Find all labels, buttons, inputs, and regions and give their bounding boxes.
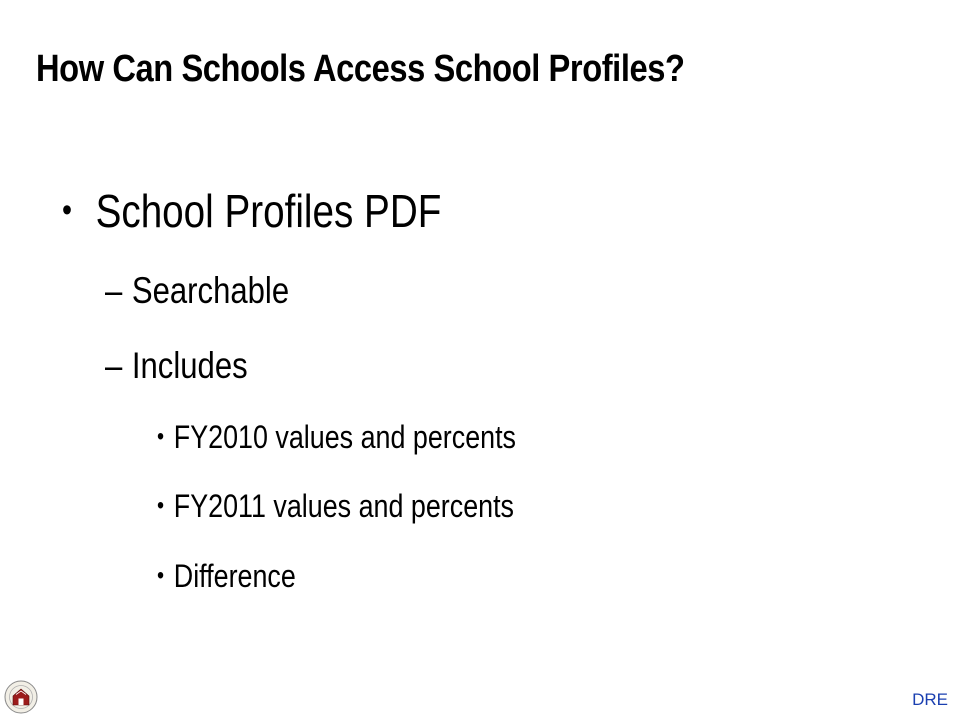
bullet-level3 (157, 419, 516, 456)
bullet-marker: • (157, 562, 165, 589)
bullet-level1 (62, 184, 441, 238)
bullet-text: School Profiles PDF (95, 185, 442, 237)
bullet-level2 (105, 270, 289, 312)
dash-marker: – (105, 270, 123, 311)
bullet-level3 (157, 558, 296, 595)
bullet-text: FY2011 values and percents (173, 488, 515, 524)
bullet-marker: • (157, 423, 165, 450)
footer-dre-label: DRE (912, 690, 948, 709)
bullet-level2 (105, 345, 248, 387)
bullet-marker: • (157, 492, 165, 519)
dash-marker: – (105, 345, 123, 386)
slide-title: How Can Schools Access School Profiles? (36, 48, 685, 90)
bullet-marker: • (62, 191, 73, 229)
bullet-text: Searchable (131, 270, 290, 311)
bullet-text: Difference (173, 558, 296, 594)
school-district-seal-icon (4, 680, 38, 714)
bullet-level3 (157, 488, 514, 525)
bullet-text: Includes (131, 345, 248, 386)
bullet-text: FY2010 values and percents (173, 419, 516, 455)
